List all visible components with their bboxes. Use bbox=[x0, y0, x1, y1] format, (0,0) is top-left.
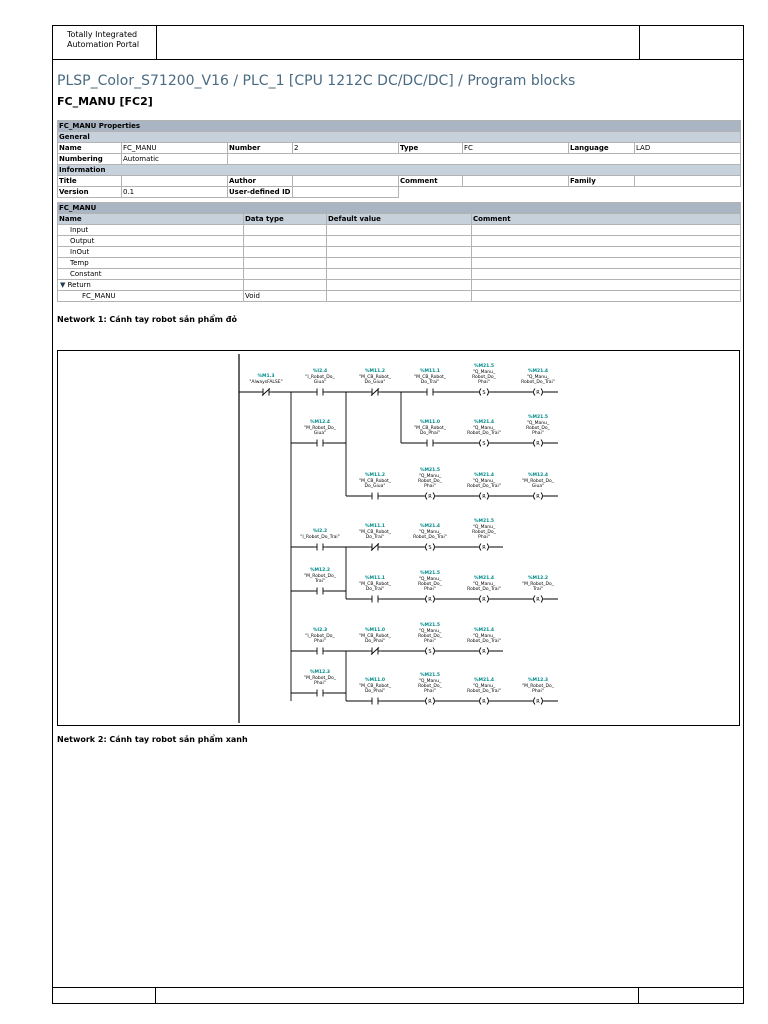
operand-address: %M21.4 bbox=[473, 473, 495, 478]
operand-address: %M21.5 bbox=[419, 468, 441, 473]
ladder-element bbox=[472, 363, 497, 396]
operand-symbol: "Q_Manu_ bbox=[472, 525, 496, 530]
network-2-title: Network 2: Cánh tay robot sản phẩm xanh bbox=[57, 735, 248, 744]
user-id-label: User-defined ID bbox=[229, 188, 291, 196]
interface-row-type: Void bbox=[244, 291, 327, 302]
operand-symbol: Phai" bbox=[478, 535, 490, 540]
operand-address: %M21.4 bbox=[527, 369, 549, 374]
operand-address: %M21.4 bbox=[473, 420, 495, 425]
title-value bbox=[122, 176, 228, 187]
coil-type-label: S bbox=[482, 389, 486, 396]
ladder-element bbox=[413, 523, 447, 551]
operand-symbol: Robot_Do_ bbox=[418, 479, 442, 484]
ladder-element bbox=[359, 368, 392, 396]
ladder-element bbox=[304, 669, 337, 697]
coil-type-label: R bbox=[536, 698, 540, 705]
operand-symbol: Robot_Do_Trai" bbox=[467, 689, 501, 694]
portal-name-line1: Totally Integrated bbox=[67, 30, 138, 39]
operand-symbol: Do_Trai" bbox=[420, 380, 440, 385]
operand-address: %M21.5 bbox=[419, 571, 441, 576]
interface-row-type bbox=[244, 280, 327, 291]
operand-symbol: "M_CB_Robot_ bbox=[414, 375, 446, 380]
footer-left-cell bbox=[52, 988, 156, 1004]
portal-name-line2: Automation Portal bbox=[67, 40, 140, 49]
coil-type-label: R bbox=[428, 493, 432, 500]
network-1-diagram bbox=[57, 350, 740, 726]
page-footer bbox=[52, 987, 744, 1004]
coil-type-label: R bbox=[428, 698, 432, 705]
operand-symbol: "Q_Manu_ bbox=[418, 577, 442, 582]
ladder-element bbox=[467, 575, 501, 603]
operand-address: %M11.2 bbox=[364, 369, 386, 374]
operand-address: %M12.3 bbox=[527, 678, 549, 683]
ladder-element bbox=[418, 570, 443, 603]
ladder-element bbox=[522, 472, 555, 500]
operand-address: %M11.2 bbox=[364, 473, 386, 478]
number-value: 2 bbox=[293, 143, 399, 154]
interface-row-type bbox=[244, 269, 327, 280]
operand-address: %M11.0 bbox=[364, 628, 386, 633]
user-id-value bbox=[293, 187, 399, 198]
type-label: Type bbox=[399, 143, 463, 154]
name-value: FC_MANU bbox=[122, 143, 228, 154]
operand-address: %I2.3 bbox=[312, 628, 328, 633]
operand-address: %M21.4 bbox=[419, 524, 441, 529]
ladder-element bbox=[359, 472, 392, 500]
language-label: Language bbox=[569, 143, 635, 154]
ladder-wires bbox=[239, 389, 558, 701]
interface-row-name: Return bbox=[67, 281, 91, 289]
operand-symbol: "Q_Manu_ bbox=[526, 421, 550, 426]
family-label: Family bbox=[569, 176, 635, 187]
operand-address: %M11.1 bbox=[419, 369, 441, 374]
ladder-element bbox=[359, 523, 392, 551]
portal-logo-text bbox=[53, 26, 157, 59]
operand-address: %M12.2 bbox=[527, 576, 549, 581]
operand-address: %M21.4 bbox=[473, 678, 495, 683]
operand-symbol: "Q_Manu_ bbox=[472, 684, 496, 689]
comment-label: Comment bbox=[399, 176, 463, 187]
operand-symbol: "M_CB_Robot_ bbox=[359, 684, 391, 689]
operand-symbol: "M_Robot_Do_ bbox=[304, 676, 336, 681]
operand-symbol: "M_CB_Robot_ bbox=[359, 530, 391, 535]
operand-address: %M12.3 bbox=[309, 670, 331, 675]
coil-type-label: S bbox=[482, 440, 486, 447]
col-default-value: Default value bbox=[327, 214, 472, 225]
coil-type-label: R bbox=[482, 493, 486, 500]
ladder-element bbox=[418, 467, 443, 500]
ladder-element bbox=[359, 677, 392, 705]
numbering-label: Numbering bbox=[58, 154, 122, 165]
block-title: FC_MANU [FC2] bbox=[57, 95, 153, 108]
ladder-element bbox=[418, 672, 443, 705]
ladder-element bbox=[418, 622, 443, 655]
interface-row-type bbox=[244, 236, 327, 247]
interface-row-name: FC_MANU bbox=[58, 291, 244, 302]
operand-symbol: Robot_Do_Trai" bbox=[467, 484, 501, 489]
coil-type-label: R bbox=[482, 596, 486, 603]
interface-table bbox=[57, 202, 741, 302]
coil-type-label: R bbox=[536, 596, 540, 603]
name-label: Name bbox=[58, 143, 122, 154]
interface-row-type bbox=[244, 258, 327, 269]
operand-symbol: "M_Robot_Do_ bbox=[522, 684, 554, 689]
operand-symbol: Giua" bbox=[313, 431, 327, 436]
operand-symbol: "Q_Manu_ bbox=[472, 426, 496, 431]
ladder-element bbox=[414, 368, 447, 396]
comment-value bbox=[463, 176, 569, 187]
operand-address: %M11.1 bbox=[364, 576, 386, 581]
ladder-diagram bbox=[58, 351, 741, 727]
interface-row-name: InOut bbox=[58, 247, 244, 258]
page-header bbox=[52, 25, 744, 60]
ladder-element bbox=[304, 419, 337, 447]
operand-symbol: "M_Robot_Do_ bbox=[522, 479, 554, 484]
coil-type-label: S bbox=[428, 648, 432, 655]
operand-address: %M12.4 bbox=[527, 473, 549, 478]
operand-symbol: Do_Giua" bbox=[364, 484, 386, 489]
operand-symbol: Trai" bbox=[314, 579, 326, 584]
network-1-title: Network 1: Cánh tay robot sản phẩm đỏ bbox=[57, 315, 237, 324]
operand-symbol: Phai" bbox=[424, 484, 436, 489]
operand-address: %M21.5 bbox=[527, 415, 549, 420]
author-label: Author bbox=[228, 176, 293, 187]
operand-symbol: "M_CB_Robot_ bbox=[414, 426, 446, 431]
operand-symbol: Robot_Do_Trai" bbox=[521, 380, 555, 385]
ladder-element bbox=[305, 368, 335, 396]
operand-address: %M1.3 bbox=[257, 374, 275, 379]
ladder-element bbox=[522, 677, 555, 705]
language-value: LAD bbox=[635, 143, 741, 154]
operand-symbol: Robot_Do_Trai" bbox=[467, 587, 501, 592]
operand-symbol: "Q_Manu_ bbox=[526, 375, 550, 380]
operand-symbol: Robot_Do_Trai" bbox=[467, 431, 501, 436]
operand-symbol: Do_Trai" bbox=[365, 535, 385, 540]
header-middle-cell bbox=[157, 26, 640, 59]
operand-address: %M12.2 bbox=[309, 568, 331, 573]
operand-address: %M11.0 bbox=[419, 420, 441, 425]
col-name: Name bbox=[58, 214, 244, 225]
operand-symbol: Do_Phai" bbox=[364, 689, 386, 694]
properties-section-title: FC_MANU Properties bbox=[58, 121, 741, 132]
interface-row-type bbox=[244, 225, 327, 236]
operand-symbol: "Q_Manu_ bbox=[418, 530, 442, 535]
coil-type-label: R bbox=[536, 389, 540, 396]
ladder-element bbox=[305, 627, 335, 655]
operand-symbol: Robot_Do_ bbox=[472, 375, 496, 380]
operand-symbol: Phai" bbox=[478, 380, 490, 385]
interface-row-name: Input bbox=[58, 225, 244, 236]
operand-symbol: "Q_Manu_ bbox=[418, 474, 442, 479]
operand-address: %M11.0 bbox=[364, 678, 386, 683]
coil-type-label: R bbox=[428, 596, 432, 603]
operand-symbol: "M_CB_Robot_ bbox=[359, 634, 391, 639]
type-value: FC bbox=[463, 143, 569, 154]
operand-symbol: "Q_Manu_ bbox=[418, 629, 442, 634]
operand-symbol: Phai" bbox=[532, 431, 544, 436]
operand-address: %M11.1 bbox=[364, 524, 386, 529]
operand-symbol: "Q_Manu_ bbox=[472, 370, 496, 375]
operand-symbol: Robot_Do_ bbox=[472, 530, 496, 535]
operand-symbol: Giua" bbox=[313, 380, 327, 385]
operand-symbol: "AlwaysFALSE" bbox=[249, 380, 283, 385]
interface-section-title: FC_MANU bbox=[58, 203, 741, 214]
project-path: PLSP_Color_S71200_V16 / PLC_1 [CPU 1212C DC/DC/DC] / Program blocks bbox=[57, 73, 576, 89]
operand-symbol: "Q_Manu_ bbox=[472, 634, 496, 639]
operand-address: %I2.2 bbox=[312, 529, 328, 534]
operand-symbol: "Q_Manu_ bbox=[472, 582, 496, 587]
operand-address: %M21.5 bbox=[473, 364, 495, 369]
operand-symbol: Do_Phai" bbox=[419, 431, 441, 436]
operand-address: %M21.5 bbox=[473, 519, 495, 524]
operand-symbol: "I_Robot_Do_ bbox=[305, 634, 335, 639]
operand-symbol: Trai" bbox=[532, 587, 544, 592]
version-label: Version bbox=[58, 187, 122, 198]
version-value: 0.1 bbox=[122, 187, 228, 198]
author-value bbox=[293, 176, 399, 187]
title-label: Title bbox=[58, 176, 122, 187]
operand-symbol: Phai" bbox=[424, 639, 436, 644]
interface-row-type bbox=[244, 247, 327, 258]
information-subsection: Information bbox=[58, 165, 741, 176]
ladder-element bbox=[359, 575, 392, 603]
operand-address: %M21.5 bbox=[419, 673, 441, 678]
operand-address: %M21.5 bbox=[419, 623, 441, 628]
operand-address: %I2.4 bbox=[312, 369, 328, 374]
ladder-element bbox=[249, 373, 282, 396]
coil-type-label: R bbox=[536, 493, 540, 500]
coil-type-label: R bbox=[482, 698, 486, 705]
coil-type-label: R bbox=[482, 648, 486, 655]
operand-symbol: "I_Robot_Do_ bbox=[305, 375, 335, 380]
operand-symbol: Giua" bbox=[531, 484, 545, 489]
operand-address: %M12.4 bbox=[309, 420, 331, 425]
ladder-element bbox=[521, 368, 555, 396]
ladder-element bbox=[472, 518, 497, 551]
coil-type-label: R bbox=[482, 544, 486, 551]
operand-symbol: "I_Robot_Do_Trai" bbox=[300, 535, 340, 540]
operand-symbol: "Q_Manu_ bbox=[472, 479, 496, 484]
operand-symbol: Do_Trai" bbox=[365, 587, 385, 592]
numbering-empty-cell bbox=[228, 154, 741, 165]
operand-symbol: "M_CB_Robot_ bbox=[359, 582, 391, 587]
operand-symbol: "M_Robot_Do_ bbox=[522, 582, 554, 587]
operand-symbol: Phai" bbox=[314, 681, 326, 686]
interface-row-name: Constant bbox=[58, 269, 244, 280]
interface-row-name: Output bbox=[58, 236, 244, 247]
col-data-type: Data type bbox=[244, 214, 327, 225]
numbering-value: Automatic bbox=[122, 154, 228, 165]
operand-symbol: Robot_Do_Trai" bbox=[467, 639, 501, 644]
ladder-element bbox=[467, 419, 501, 447]
ladder-element bbox=[414, 419, 447, 447]
operand-symbol: "Q_Manu_ bbox=[418, 679, 442, 684]
operand-symbol: Phai" bbox=[532, 689, 544, 694]
number-label: Number bbox=[228, 143, 293, 154]
operand-symbol: Phai" bbox=[424, 689, 436, 694]
operand-symbol: Do_Giua" bbox=[364, 380, 386, 385]
interface-row-return[interactable] bbox=[58, 280, 244, 291]
properties-table bbox=[57, 120, 741, 198]
ladder-element bbox=[467, 472, 501, 500]
operand-address: %M21.4 bbox=[473, 576, 495, 581]
triangle-down-icon[interactable]: ▼ bbox=[60, 281, 66, 289]
ladder-element bbox=[522, 575, 555, 603]
operand-address: %M21.4 bbox=[473, 628, 495, 633]
ladder-element bbox=[359, 627, 392, 655]
ladder-element bbox=[467, 677, 501, 705]
operand-symbol: "M_Robot_Do_ bbox=[304, 574, 336, 579]
operand-symbol: Phai" bbox=[314, 639, 326, 644]
ladder-element bbox=[526, 414, 551, 447]
ladder-element bbox=[304, 567, 337, 595]
operand-symbol: Robot_Do_ bbox=[418, 634, 442, 639]
ladder-elements bbox=[249, 363, 555, 705]
family-value bbox=[635, 176, 741, 187]
general-subsection: General bbox=[58, 132, 741, 143]
operand-symbol: "M_CB_Robot_ bbox=[359, 479, 391, 484]
interface-row-name: Temp bbox=[58, 258, 244, 269]
operand-symbol: "M_Robot_Do_ bbox=[304, 426, 336, 431]
operand-symbol: Robot_Do_ bbox=[418, 582, 442, 587]
operand-symbol: Robot_Do_ bbox=[418, 684, 442, 689]
coil-type-label: S bbox=[428, 544, 432, 551]
operand-symbol: Phai" bbox=[424, 587, 436, 592]
operand-symbol: Robot_Do_Trai" bbox=[413, 535, 447, 540]
col-comment: Comment bbox=[472, 214, 741, 225]
coil-type-label: R bbox=[536, 440, 540, 447]
operand-symbol: Robot_Do_ bbox=[526, 426, 550, 431]
operand-symbol: Do_Phai" bbox=[364, 639, 386, 644]
footer-middle-cell bbox=[156, 988, 639, 1004]
operand-symbol: "M_CB_Robot_ bbox=[359, 375, 391, 380]
ladder-element bbox=[467, 627, 501, 655]
